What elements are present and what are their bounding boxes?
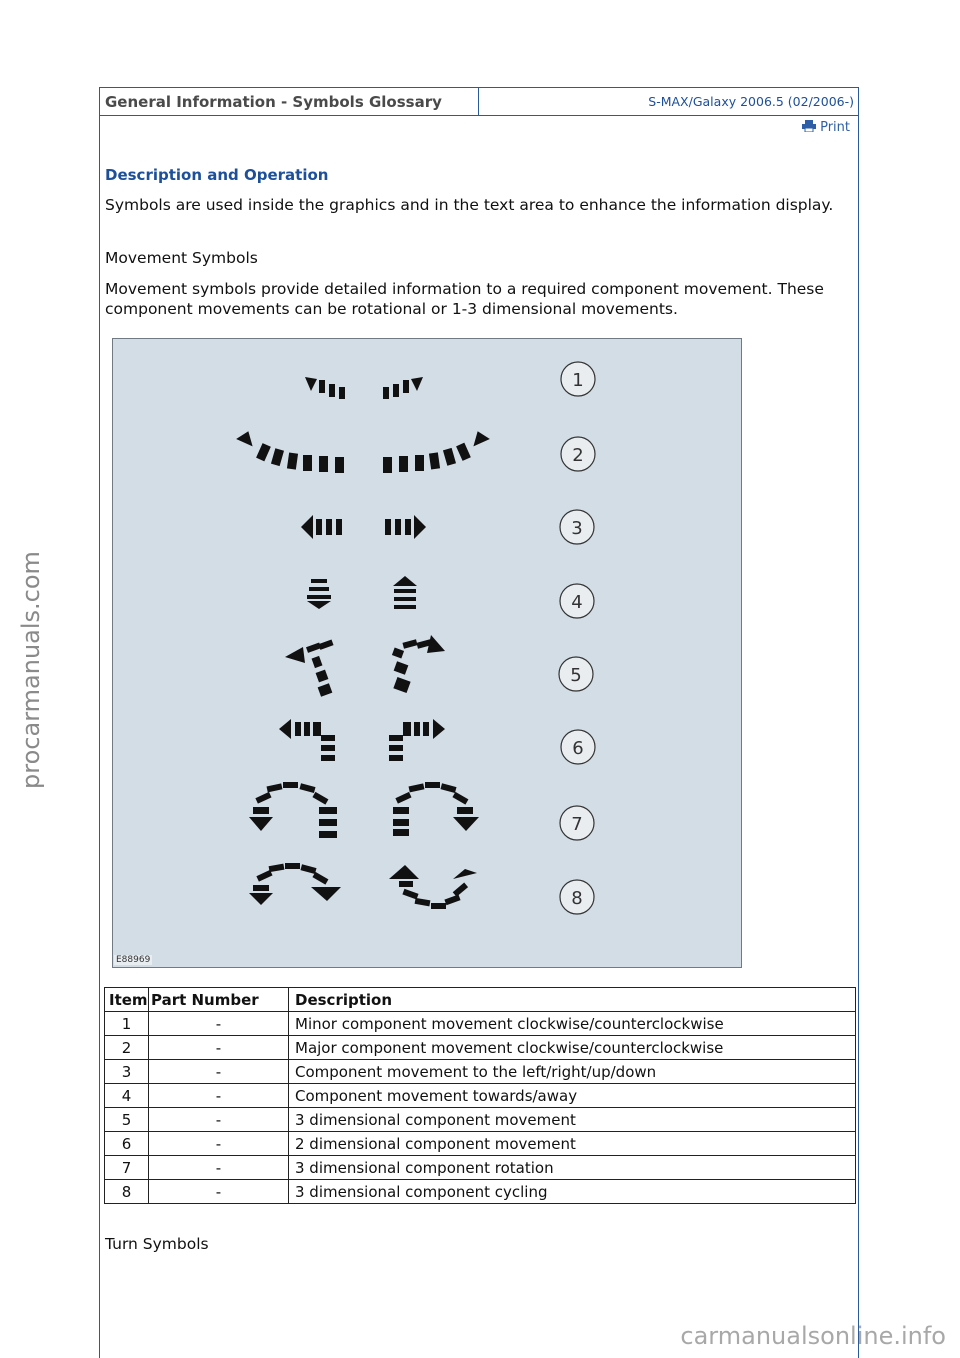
cell-part-number: -: [149, 1132, 289, 1156]
cell-part-number: -: [149, 1156, 289, 1180]
callout-6: [561, 730, 595, 764]
away-arrow-icon: [307, 579, 331, 609]
callout-2: [561, 437, 595, 471]
column-header-description: Description: [289, 988, 856, 1012]
movement-description: Movement symbols provide detailed information to a required component movement. These component movements can be rotational or 1-3 dimensional movements.: [105, 280, 824, 318]
cell-part-number: -: [149, 1108, 289, 1132]
cell-description: 3 dimensional component cycling: [289, 1180, 856, 1204]
2d-movement-left-icon: [279, 719, 335, 761]
svg-text:1: 1: [572, 370, 584, 391]
column-header-part-number: Part Number: [149, 988, 289, 1012]
major-ccw-arrow-icon: [236, 428, 344, 473]
svg-text:5: 5: [570, 665, 582, 686]
left-arrow-icon: [301, 515, 342, 539]
cell-item: 2: [105, 1036, 149, 1060]
table-row: [105, 1012, 856, 1036]
minor-cw-arrow-icon: [383, 377, 423, 399]
table-row: [105, 1084, 856, 1108]
callout-8: [560, 880, 594, 914]
callout-1: [561, 362, 595, 396]
cell-item: 7: [105, 1156, 149, 1180]
3d-movement-left-icon: [285, 639, 334, 696]
print-row: [100, 116, 858, 142]
movement-symbols-figure: [112, 338, 742, 968]
watermark-carmanualsonline: carmanualsonline.info: [680, 1322, 946, 1350]
cell-item: 6: [105, 1132, 149, 1156]
cell-part-number: -: [149, 1180, 289, 1204]
cell-description: Component movement towards/away: [289, 1084, 856, 1108]
major-cw-arrow-icon: [383, 428, 490, 473]
cell-description: Minor component movement clockwise/counterclockwise: [289, 1012, 856, 1036]
3d-cycling-right-icon: [389, 865, 477, 909]
svg-text:3: 3: [571, 518, 583, 539]
cell-part-number: -: [149, 1036, 289, 1060]
table-row: [105, 1108, 856, 1132]
cell-item: 8: [105, 1180, 149, 1204]
symbols-table: [104, 987, 856, 1204]
2d-movement-right-icon: [389, 719, 445, 761]
table-row: [105, 1036, 856, 1060]
svg-text:4: 4: [571, 592, 583, 613]
model-label: S-MAX/Galaxy 2006.5 (02/2006-): [648, 94, 854, 109]
3d-cycling-left-icon: [249, 863, 341, 905]
table-header-row: [105, 988, 856, 1012]
cell-item: 1: [105, 1012, 149, 1036]
table-row: [105, 1180, 856, 1204]
svg-text:8: 8: [571, 888, 583, 909]
3d-rotation-left-icon: [249, 782, 337, 838]
symbols-illustration: [113, 339, 741, 967]
cell-description: Major component movement clockwise/counterclockwise: [289, 1036, 856, 1060]
printer-icon: [802, 120, 816, 132]
table-row: [105, 1132, 856, 1156]
callout-7: [560, 806, 594, 840]
turn-symbols-heading: Turn Symbols: [105, 1235, 209, 1253]
movement-symbols-heading: Movement Symbols: [105, 249, 258, 267]
cell-part-number: -: [149, 1084, 289, 1108]
callout-4: [560, 584, 594, 618]
page-title: General Information - Symbols Glossary: [100, 88, 479, 115]
svg-text:6: 6: [572, 738, 584, 759]
table-row: [105, 1060, 856, 1084]
intro-paragraph: Symbols are used inside the graphics and in the text area to enhance the information display.: [105, 196, 834, 214]
3d-rotation-right-icon: [393, 782, 479, 836]
section-title: Description and Operation: [105, 166, 329, 184]
callout-3: [560, 510, 594, 544]
cell-description: 3 dimensional component movement: [289, 1108, 856, 1132]
column-header-item: Item: [105, 988, 149, 1012]
3d-movement-right-icon: [392, 635, 445, 693]
figure-id: E88969: [116, 955, 151, 965]
cell-description: 2 dimensional component movement: [289, 1132, 856, 1156]
table-row: [105, 1156, 856, 1180]
svg-text:7: 7: [571, 814, 583, 835]
cell-item: 3: [105, 1060, 149, 1084]
print-label: Print: [820, 120, 850, 135]
print-link[interactable]: [802, 120, 850, 135]
cell-description: 3 dimensional component rotation: [289, 1156, 856, 1180]
cell-description: Component movement to the left/right/up/down: [289, 1060, 856, 1084]
cell-part-number: -: [149, 1060, 289, 1084]
cell-item: 4: [105, 1084, 149, 1108]
document-header: [100, 88, 858, 116]
minor-ccw-arrow-icon: [305, 377, 345, 399]
callout-5: [559, 657, 593, 691]
document-frame: [99, 87, 859, 1358]
towards-arrow-icon: [393, 576, 417, 609]
right-arrow-icon: [385, 515, 426, 539]
svg-text:2: 2: [572, 445, 584, 466]
cell-item: 5: [105, 1108, 149, 1132]
cell-part-number: -: [149, 1012, 289, 1036]
watermark-procarmanuals: procarmanuals.com: [17, 551, 46, 789]
